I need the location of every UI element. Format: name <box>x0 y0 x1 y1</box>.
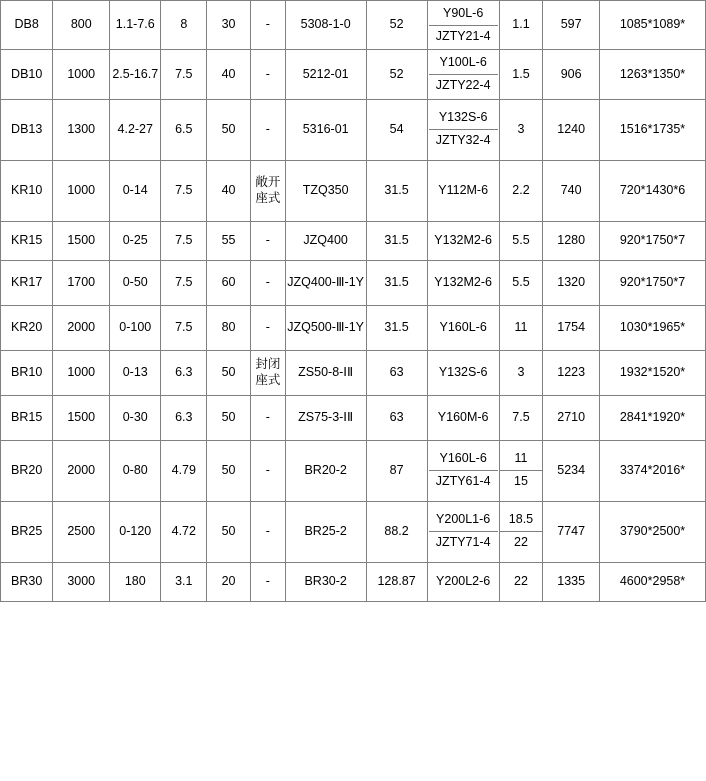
table-row <box>1 350 706 395</box>
table-row <box>1 1 706 50</box>
cell-col5: - <box>250 99 285 160</box>
cell-motor <box>427 1 499 50</box>
cell-speed-range: 0-120 <box>110 501 161 562</box>
cell-col4: 80 <box>207 305 251 350</box>
motor-option: Y90L-6 <box>429 3 498 26</box>
cell-col3: 7.5 <box>161 50 207 99</box>
cell-col5: - <box>250 501 285 562</box>
cell-col7: 31.5 <box>366 305 427 350</box>
table-row <box>1 562 706 601</box>
cell-model: DB8 <box>1 1 53 50</box>
cell-dimensions: 2841*1920* <box>600 395 706 440</box>
cell-speed-range: 1.1-7.6 <box>110 1 161 50</box>
cell-col4: 50 <box>207 99 251 160</box>
cell-col5: 敞开座式 <box>250 160 285 221</box>
cell-col7: 88.2 <box>366 501 427 562</box>
motor-option: Y160L-6 <box>429 448 498 471</box>
cell-speed-range: 0-14 <box>110 160 161 221</box>
cell-reducer: BR25-2 <box>285 501 366 562</box>
cell-model: KR20 <box>1 305 53 350</box>
cell-capacity: 800 <box>53 1 110 50</box>
power-option: 11 <box>500 448 543 471</box>
cell-speed-range: 2.5-16.7 <box>110 50 161 99</box>
cell-capacity: 1700 <box>53 260 110 305</box>
cell-weight: 1223 <box>543 350 600 395</box>
cell-motor: Y200L2-6 <box>427 562 499 601</box>
cell-col3: 6.3 <box>161 395 207 440</box>
cell-col5: - <box>250 562 285 601</box>
power-option: 18.5 <box>500 509 543 532</box>
cell-col7: 87 <box>366 440 427 501</box>
cell-speed-range: 0-50 <box>110 260 161 305</box>
cell-capacity: 2000 <box>53 305 110 350</box>
cell-reducer: TZQ350 <box>285 160 366 221</box>
cell-col4: 50 <box>207 350 251 395</box>
cell-col4: 55 <box>207 221 251 260</box>
cell-col3: 4.79 <box>161 440 207 501</box>
cell-model: BR15 <box>1 395 53 440</box>
table-row <box>1 395 706 440</box>
cell-col3: 8 <box>161 1 207 50</box>
cell-col7: 31.5 <box>366 221 427 260</box>
cell-col3: 3.1 <box>161 562 207 601</box>
cell-capacity: 1000 <box>53 50 110 99</box>
cell-dimensions: 920*1750*7 <box>600 260 706 305</box>
cell-col4: 50 <box>207 395 251 440</box>
table-row <box>1 221 706 260</box>
cell-reducer: BR30-2 <box>285 562 366 601</box>
cell-model: DB10 <box>1 50 53 99</box>
cell-capacity: 1000 <box>53 350 110 395</box>
cell-weight: 2710 <box>543 395 600 440</box>
cell-capacity: 2000 <box>53 440 110 501</box>
cell-capacity: 1300 <box>53 99 110 160</box>
cell-model: KR17 <box>1 260 53 305</box>
motor-option: JZTY32-4 <box>435 133 491 147</box>
cell-speed-range: 0-80 <box>110 440 161 501</box>
cell-col7: 54 <box>366 99 427 160</box>
cell-col4: 40 <box>207 160 251 221</box>
cell-power <box>499 440 543 501</box>
cell-col7: 52 <box>366 1 427 50</box>
power-option: 15 <box>514 474 528 488</box>
cell-power: 1.5 <box>499 50 543 99</box>
motor-option: Y200L1-6 <box>429 509 498 532</box>
cell-speed-range: 4.2-27 <box>110 99 161 160</box>
cell-col5: - <box>250 260 285 305</box>
cell-model: BR20 <box>1 440 53 501</box>
cell-col7: 128.87 <box>366 562 427 601</box>
cell-motor <box>427 440 499 501</box>
table-row <box>1 260 706 305</box>
cell-dimensions: 1263*1350* <box>600 50 706 99</box>
cell-model: BR25 <box>1 501 53 562</box>
cell-motor: Y132S-6 <box>427 350 499 395</box>
table-row <box>1 501 706 562</box>
cell-col5: - <box>250 395 285 440</box>
cell-dimensions: 920*1750*7 <box>600 221 706 260</box>
cell-col3: 6.3 <box>161 350 207 395</box>
table-row <box>1 305 706 350</box>
cell-speed-range: 0-25 <box>110 221 161 260</box>
cell-col5: - <box>250 50 285 99</box>
cell-power: 1.1 <box>499 1 543 50</box>
table-row <box>1 50 706 99</box>
cell-reducer: ZS50-8-ⅠⅡ <box>285 350 366 395</box>
cell-dimensions: 1516*1735* <box>600 99 706 160</box>
cell-capacity: 1000 <box>53 160 110 221</box>
table-row <box>1 160 706 221</box>
cell-col3: 6.5 <box>161 99 207 160</box>
cell-speed-range: 0-13 <box>110 350 161 395</box>
cell-col5: - <box>250 440 285 501</box>
cell-col4: 20 <box>207 562 251 601</box>
cell-dimensions: 4600*2958* <box>600 562 706 601</box>
motor-option: JZTY22-4 <box>435 77 491 92</box>
cell-weight: 1754 <box>543 305 600 350</box>
cell-col3: 7.5 <box>161 160 207 221</box>
motor-option: JZTY61-4 <box>435 474 491 488</box>
cell-col5: - <box>250 1 285 50</box>
cell-model: BR10 <box>1 350 53 395</box>
cell-model: KR15 <box>1 221 53 260</box>
cell-capacity: 1500 <box>53 395 110 440</box>
table-row <box>1 99 706 160</box>
cell-dimensions: 1030*1965* <box>600 305 706 350</box>
cell-col4: 30 <box>207 1 251 50</box>
cell-col7: 31.5 <box>366 160 427 221</box>
cell-power: 5.5 <box>499 221 543 260</box>
cell-power: 3 <box>499 99 543 160</box>
cell-reducer: BR20-2 <box>285 440 366 501</box>
cell-col5: - <box>250 221 285 260</box>
cell-col4: 40 <box>207 50 251 99</box>
cell-reducer: 5212-01 <box>285 50 366 99</box>
cell-motor: Y160L-6 <box>427 305 499 350</box>
cell-dimensions: 1085*1089* <box>600 1 706 50</box>
cell-weight: 1280 <box>543 221 600 260</box>
table-row <box>1 440 706 501</box>
motor-option: Y100L-6 <box>429 52 498 75</box>
cell-col3: 4.72 <box>161 501 207 562</box>
motor-option: JZTY21-4 <box>435 28 491 43</box>
cell-model: DB13 <box>1 99 53 160</box>
cell-reducer: JZQ400-Ⅲ-1Y <box>285 260 366 305</box>
cell-weight: 7747 <box>543 501 600 562</box>
cell-col3: 7.5 <box>161 221 207 260</box>
cell-speed-range: 180 <box>110 562 161 601</box>
cell-motor: Y132M2-6 <box>427 260 499 305</box>
cell-weight: 1240 <box>543 99 600 160</box>
cell-capacity: 3000 <box>53 562 110 601</box>
cell-power: 22 <box>499 562 543 601</box>
cell-col4: 50 <box>207 501 251 562</box>
cell-col7: 63 <box>366 350 427 395</box>
cell-motor <box>427 99 499 160</box>
cell-power <box>499 501 543 562</box>
cell-power: 7.5 <box>499 395 543 440</box>
cell-motor <box>427 50 499 99</box>
cell-weight: 740 <box>543 160 600 221</box>
cell-motor: Y112M-6 <box>427 160 499 221</box>
cell-model: KR10 <box>1 160 53 221</box>
cell-dimensions: 3374*2016* <box>600 440 706 501</box>
motor-option: Y132S-6 <box>429 107 498 130</box>
cell-model: BR30 <box>1 562 53 601</box>
cell-dimensions: 3790*2500* <box>600 501 706 562</box>
cell-power: 3 <box>499 350 543 395</box>
cell-motor <box>427 501 499 562</box>
cell-power: 5.5 <box>499 260 543 305</box>
cell-col4: 50 <box>207 440 251 501</box>
cell-reducer: JZQ400 <box>285 221 366 260</box>
cell-dimensions: 1932*1520* <box>600 350 706 395</box>
cell-power: 2.2 <box>499 160 543 221</box>
cell-reducer: 5308-1-0 <box>285 1 366 50</box>
cell-col7: 52 <box>366 50 427 99</box>
cell-reducer: 5316-01 <box>285 99 366 160</box>
cell-col3: 7.5 <box>161 305 207 350</box>
cell-dimensions: 720*1430*6 <box>600 160 706 221</box>
cell-speed-range: 0-100 <box>110 305 161 350</box>
cell-reducer: ZS75-3-ⅠⅡ <box>285 395 366 440</box>
cell-capacity: 1500 <box>53 221 110 260</box>
cell-weight: 597 <box>543 1 600 50</box>
power-option: 22 <box>514 535 528 549</box>
motor-option: JZTY71-4 <box>435 535 491 549</box>
cell-motor: Y160M-6 <box>427 395 499 440</box>
cell-col7: 31.5 <box>366 260 427 305</box>
cell-capacity: 2500 <box>53 501 110 562</box>
cell-weight: 1335 <box>543 562 600 601</box>
cell-weight: 1320 <box>543 260 600 305</box>
cell-col4: 60 <box>207 260 251 305</box>
cell-speed-range: 0-30 <box>110 395 161 440</box>
cell-weight: 5234 <box>543 440 600 501</box>
cell-col5: 封闭座式 <box>250 350 285 395</box>
cell-power: 11 <box>499 305 543 350</box>
cell-reducer: JZQ500-Ⅲ-1Y <box>285 305 366 350</box>
cell-col3: 7.5 <box>161 260 207 305</box>
cell-col7: 63 <box>366 395 427 440</box>
cell-weight: 906 <box>543 50 600 99</box>
cell-col5: - <box>250 305 285 350</box>
cell-motor: Y132M2-6 <box>427 221 499 260</box>
